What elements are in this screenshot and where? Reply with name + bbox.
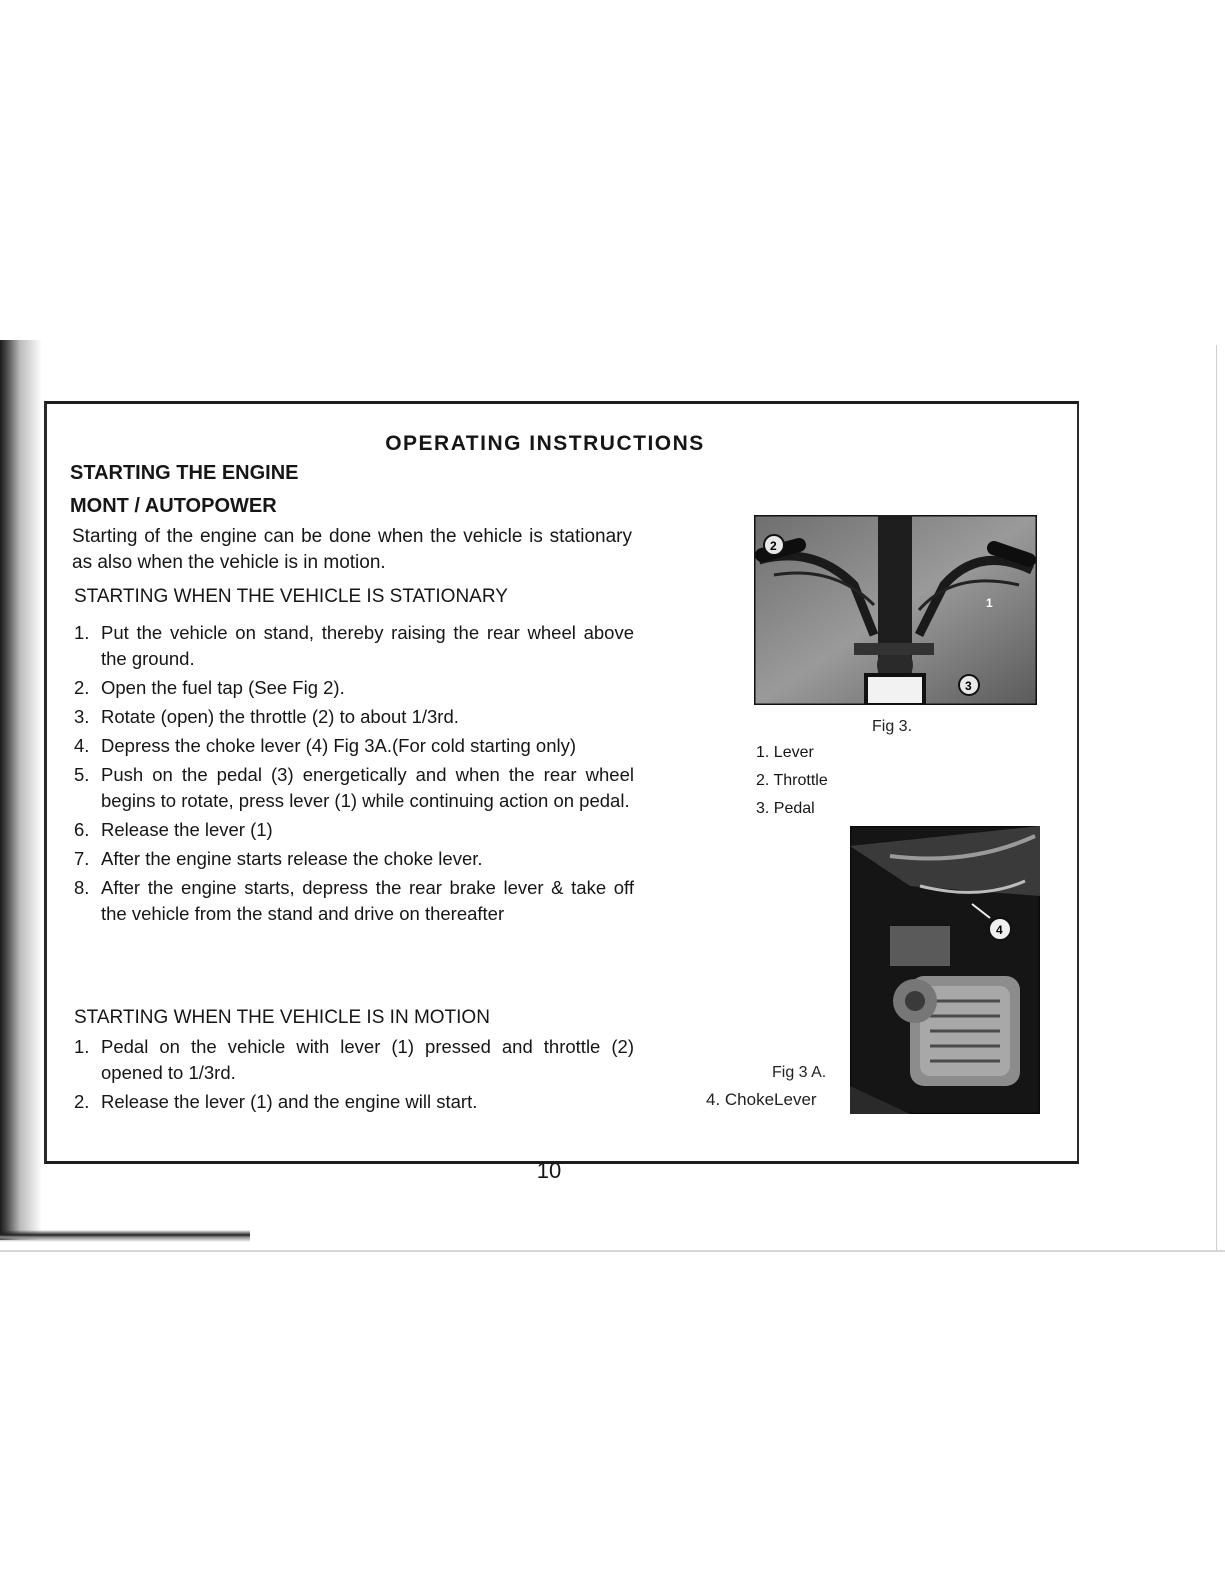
fig3-photo xyxy=(754,515,1037,705)
fig3-callout-1: 1 xyxy=(986,596,993,610)
step-number: 2. xyxy=(74,1091,90,1112)
legend-item-lever: 1. Lever xyxy=(756,744,814,761)
intro-paragraph: Starting of the engine can be done when the vehicle is stationary as also when the vehicle is in motion. xyxy=(72,526,632,573)
list-item xyxy=(74,875,634,927)
legend-item-pedal: 3. Pedal xyxy=(756,800,815,817)
scan-left-shadow xyxy=(0,340,42,1240)
step-number: 1. xyxy=(74,622,90,643)
list-item xyxy=(74,620,634,672)
step-number: 4. xyxy=(74,735,90,756)
step-text: Depress the choke lever (4) Fig 3A.(For cold starting only) xyxy=(101,735,577,756)
model-heading: MONT / AUTOPOWER xyxy=(70,495,277,517)
fig3-callout-3: 3 xyxy=(965,679,972,693)
motion-heading: STARTING WHEN THE VEHICLE IS IN MOTION xyxy=(74,1007,490,1028)
list-item xyxy=(74,846,634,872)
step-number: 3. xyxy=(74,706,90,727)
scan-bottom-shadow xyxy=(0,1230,250,1242)
fig3a-photo xyxy=(850,826,1040,1114)
fig3a-callout-4: 4 xyxy=(996,923,1003,937)
list-item xyxy=(74,1034,634,1086)
step-text: Pedal on the vehicle with lever (1) pressed and throttle (2) opened to 1/3rd. xyxy=(101,1036,634,1083)
list-item xyxy=(74,733,634,759)
page-number: 10 xyxy=(536,1158,562,1183)
scan-right-edge xyxy=(1216,345,1217,1250)
page-title: OPERATING INSTRUCTIONS xyxy=(385,432,705,455)
step-number: 2. xyxy=(74,677,90,698)
legend-item-throttle: 2. Throttle xyxy=(756,772,828,789)
fig3a-engine-image xyxy=(850,826,1040,1114)
step-text: After the engine starts, depress the rear brake lever & take off the vehicle from the stand and drive on thereafter xyxy=(101,877,634,924)
list-item xyxy=(74,675,634,701)
scan-bottom-line xyxy=(0,1250,1225,1252)
step-text: After the engine starts release the choke lever. xyxy=(101,848,483,869)
step-number: 1. xyxy=(74,1036,90,1057)
list-item xyxy=(74,817,634,843)
stationary-steps xyxy=(74,620,634,930)
step-text: Release the lever (1) xyxy=(101,819,273,840)
fig3-callout-2: 2 xyxy=(770,539,777,553)
fig3a-legend: 4. ChokeLever xyxy=(706,1090,817,1109)
step-text: Rotate (open) the throttle (2) to about 1/3rd. xyxy=(101,706,459,727)
step-text: Put the vehicle on stand, thereby raising the rear wheel above the ground. xyxy=(101,622,634,669)
step-number: 5. xyxy=(74,764,90,785)
fig3-caption: Fig 3. xyxy=(872,718,913,735)
stationary-heading: STARTING WHEN THE VEHICLE IS STATIONARY xyxy=(74,586,508,607)
step-number: 7. xyxy=(74,848,90,869)
step-number: 8. xyxy=(74,877,90,898)
step-text: Open the fuel tap (See Fig 2). xyxy=(101,677,345,698)
fig3-handlebar-image xyxy=(754,515,1037,705)
list-item xyxy=(74,762,634,814)
fig3a-caption: Fig 3 A. xyxy=(772,1064,827,1081)
step-text: Push on the pedal (3) energetically and when the rear wheel begins to rotate, press lever (1) while continuing action on pedal. xyxy=(101,764,634,811)
motion-steps xyxy=(74,1034,634,1118)
list-item xyxy=(74,704,634,730)
section-heading: STARTING THE ENGINE xyxy=(70,462,299,484)
fig3-legend xyxy=(756,739,828,823)
step-number: 6. xyxy=(74,819,90,840)
list-item xyxy=(74,1089,634,1115)
step-text: Release the lever (1) and the engine will start. xyxy=(101,1091,478,1112)
